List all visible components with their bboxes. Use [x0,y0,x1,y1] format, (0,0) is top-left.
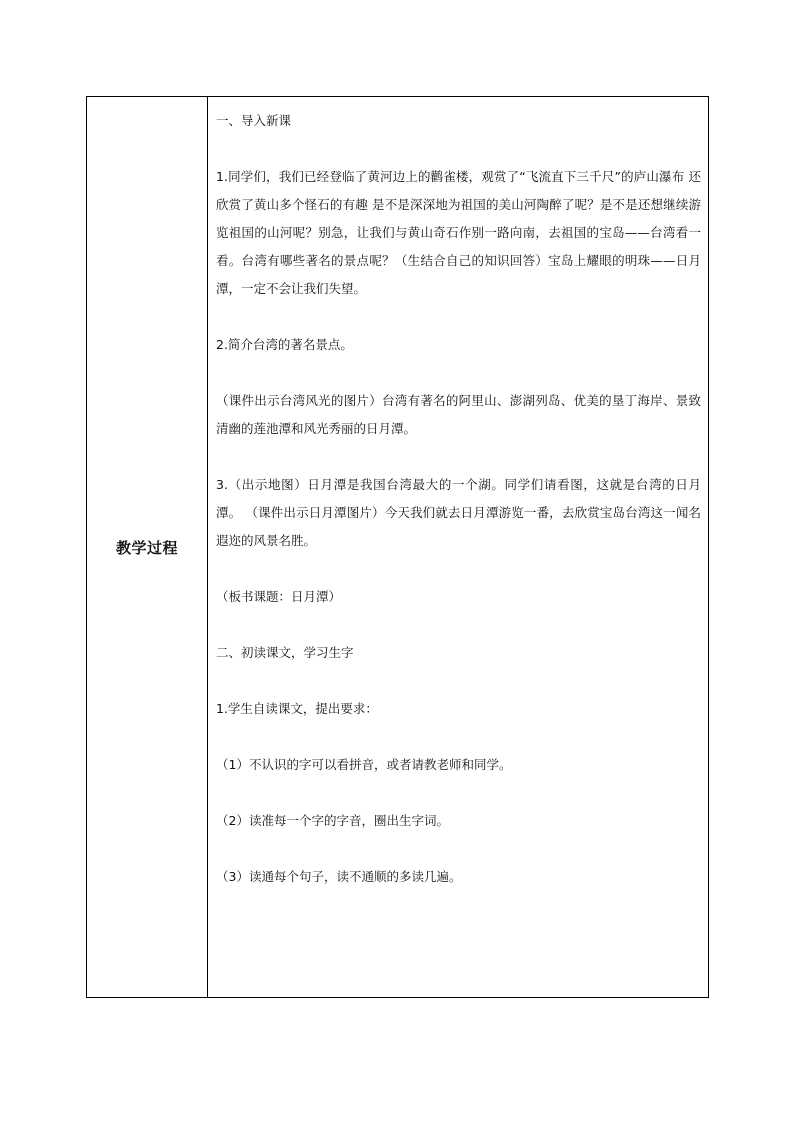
paragraph-intro: 1.同学们，我们已经登临了黄河边上的鹳雀楼，观赏了“飞流直下三千尺”的庐山瀑布 还欣赏了黄山多个怪石的有趣 是不是深深地为祖国的美山河陶醉了呢？是不是还想继续游览祖国的山河呢？别急，让我们与黄山奇石作别一路向南，去祖国的宝岛——台湾看一看。台湾有哪些著名的景点呢？（生结合自己的知识回答）宝岛上耀眼的明珠——日月潭，一定不会让我们失望。 [216,169,701,296]
paragraph-scenic-spots: （课件出示台湾风光的图片）台湾有著名的阿里山、澎湖列岛、优美的垦丁海岸、景致清幽的莲池潭和风光秀丽的日月潭。 [216,393,701,436]
heading-intro: 一、导入新课 [216,113,292,128]
section-label: 教学过程 [115,538,178,557]
requirement-item-1: （1）不认识的字可以看拼音，或者请教老师和同学。 [216,757,512,772]
heading-first-reading: 二、初读课文，学习生字 [216,645,354,660]
requirement-item-2: （2）读准每一个字的字音，圈出生字词。 [216,813,449,828]
paragraph-scenic-spots-title: 2.简介台湾的著名景点。 [216,337,353,352]
paragraph-map: 3.（出示地图）日月潭是我国台湾最大的一个湖。同学们请看图，这就是台湾的日月潭。 （课件出示日月潭图片）今天我们就去日月潭游览一番，去欣赏宝岛台湾这一闻名遐迩的风景名胜。 [216,477,701,548]
teaching-process-content [208,97,708,997]
section-label-cell [87,97,208,997]
paragraph-self-reading: 1.学生自读课文，提出要求： [216,701,378,716]
lesson-plan-table [86,96,709,998]
paragraph-board-title: （板书课题：日月潭） [216,589,342,604]
requirement-item-3: （3）读通每个句子，读不通顺的多读几遍。 [216,869,462,884]
